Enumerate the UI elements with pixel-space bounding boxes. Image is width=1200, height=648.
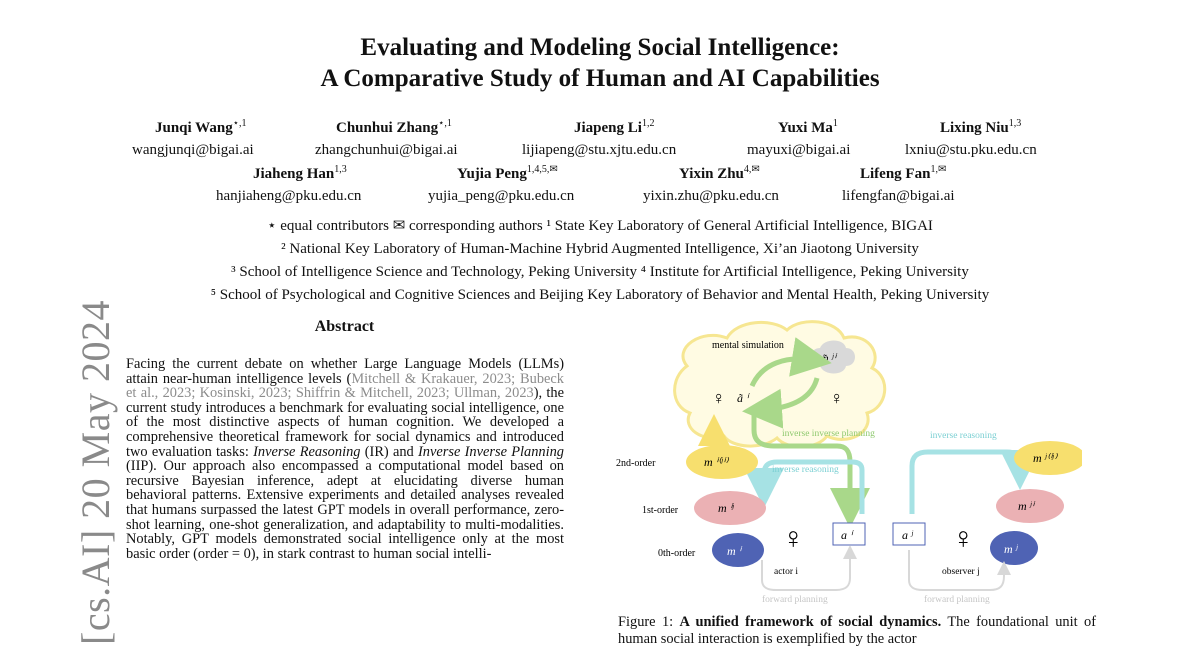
- observer-mini-icon: ♀: [830, 388, 844, 408]
- m-tilde-ji: m̃ ʲⁱ: [820, 351, 836, 365]
- author-name: Yuxi Ma$^1$: [778, 118, 838, 136]
- arxiv-stamp-text: [cs.AI] 20 May 2024: [73, 300, 118, 645]
- paper-title: [0, 32, 1200, 94]
- observer-icon: ♀: [952, 522, 975, 555]
- author-name: Yujia Peng$^{1,4,5,✉}$: [457, 164, 558, 182]
- forward-planning-left-label: forward planning: [762, 595, 828, 605]
- mental-simulation-label: mental simulation: [712, 340, 784, 351]
- author-name: Lixing Niu$^{1,3}$: [940, 118, 1022, 136]
- svg-text:m ⁱ⁽ʲⁱ⁾: m ⁱ⁽ʲⁱ⁾: [704, 455, 728, 469]
- author-email[interactable]: zhangchunhui@bigai.ai: [315, 142, 458, 158]
- author-email[interactable]: yujia_peng@pku.edu.cn: [428, 188, 575, 204]
- author-email[interactable]: wangjunqi@bigai.ai: [132, 142, 254, 158]
- author-email[interactable]: hanjiaheng@pku.edu.cn: [216, 188, 362, 204]
- author-name: Junqi Wang$^{⋆,1}$: [155, 118, 247, 136]
- affiliation-line: ⁵ School of Psychological and Cognitive Sciences and Beijing Key Laboratory of Behavior and Mental Health, Peking University: [210, 287, 990, 303]
- actor-label: actor i: [774, 567, 799, 577]
- title-line-2: A Comparative Study of Human and AI Capabilities: [320, 65, 880, 92]
- svg-text:m ʲ⁽ⁱʲ⁾: m ʲ⁽ⁱʲ⁾: [1033, 451, 1057, 465]
- actor-icon: ♀: [782, 522, 805, 555]
- author-name: Jiapeng Li$^{1,2}$: [574, 118, 655, 136]
- citation-links[interactable]: Mitchell & Krakauer, 2023; Bubeck et al., 2023; Kosinski, 2023; Shiffrin & Mitchell, 2023; Ullman, 2023: [126, 370, 564, 402]
- a-tilde-i: ã ⁱ: [737, 391, 749, 405]
- svg-text:m ⁱʲ: m ⁱʲ: [718, 501, 734, 515]
- author-email[interactable]: mayuxi@bigai.ai: [747, 142, 851, 158]
- author-name: Lifeng Fan$^{1,✉}$: [860, 164, 947, 182]
- iip-label: inverse inverse planning: [782, 429, 875, 439]
- actor-mini-icon: ♀: [712, 388, 726, 408]
- order-1-label: 1st-order: [642, 505, 679, 516]
- affiliation-line: ² National Key Laboratory of Human-Machine Hybrid Augmented Intelligence, Xi’an Jiaotong University: [281, 241, 919, 257]
- affiliation-line: ⋆ equal contributors ✉ corresponding authors ¹ State Key Laboratory of General Artificial Intelligence, BIGAI: [267, 218, 933, 234]
- ir-label-mid: inverse reasoning: [772, 465, 839, 475]
- affiliations: [0, 215, 1200, 307]
- social-dynamics-figure: [612, 318, 1082, 606]
- figure-caption: Figure 1: A unified framework of social dynamics. The foundational unit of human social interaction is exemplified by the actor: [618, 614, 1096, 647]
- author-email[interactable]: lxniu@stu.pku.edu.cn: [905, 142, 1037, 158]
- observer-label: observer j: [942, 567, 980, 577]
- svg-text:m ʲⁱ: m ʲⁱ: [1018, 499, 1034, 513]
- author-name: Yixin Zhu$^{4,✉}$: [679, 164, 760, 182]
- author-email[interactable]: lijiapeng@stu.xjtu.edu.cn: [522, 142, 677, 158]
- abstract-heading: Abstract: [314, 318, 375, 335]
- ir-label-top: inverse reasoning: [930, 431, 997, 441]
- svg-text:a ʲ: a ʲ: [902, 528, 913, 542]
- svg-text:m ʲ: m ʲ: [1004, 542, 1018, 556]
- author-name: Chunhui Zhang$^{⋆,1}$: [336, 118, 452, 136]
- arxiv-stamp: [20, 300, 118, 648]
- title-line-1: Evaluating and Modeling Social Intelligence:: [360, 34, 840, 61]
- forward-planning-right-label: forward planning: [924, 595, 990, 605]
- svg-text:m ⁱ: m ⁱ: [727, 544, 741, 558]
- order-0-label: 0th-order: [658, 548, 696, 559]
- order-2-label: 2nd-order: [616, 458, 656, 469]
- author-name: Jiaheng Han$^{1,3}$: [253, 164, 347, 182]
- author-email[interactable]: lifengfan@bigai.ai: [842, 188, 955, 204]
- abstract-text: Facing the current debate on whether Large Language Models (LLMs) attain near-human intelligence levels (Mitchell & Krakauer, 2023; Bubeck et al., 2023; Kosinski, 2023; Shiffrin & Mitchell, 2023; Ullman, 2023), the current study introduces a benchmark for evaluating social intelligence, one of the most distinctive aspects of human cognition. We developed a comprehensive theoretical framework for social dynamics and introduced two evaluation tasks: Inverse Reasoning (IR) and Inverse Inverse Planning (IIP). Our approach also encompassed a computational model based on recursive Bayesian inference, adept at elucidating diverse human behavioral patterns. Extensive experiments and detailed analyses revealed that humans surpassed the latest GPT models in overall performance, zero-shot learning, one-shot generalization, and adaptability to multi-modalities. Notably, GPT models demonstrated social intelligence only at the most basic order (order = 0), in stark contrast to human social intelli-: [126, 356, 565, 562]
- affiliation-line: ³ School of Intelligence Science and Technology, Peking University ⁴ Institute for Artificial Intelligence, Peking University: [231, 264, 969, 280]
- svg-text:a ⁱ: a ⁱ: [841, 528, 853, 542]
- author-email[interactable]: yixin.zhu@pku.edu.cn: [643, 188, 779, 204]
